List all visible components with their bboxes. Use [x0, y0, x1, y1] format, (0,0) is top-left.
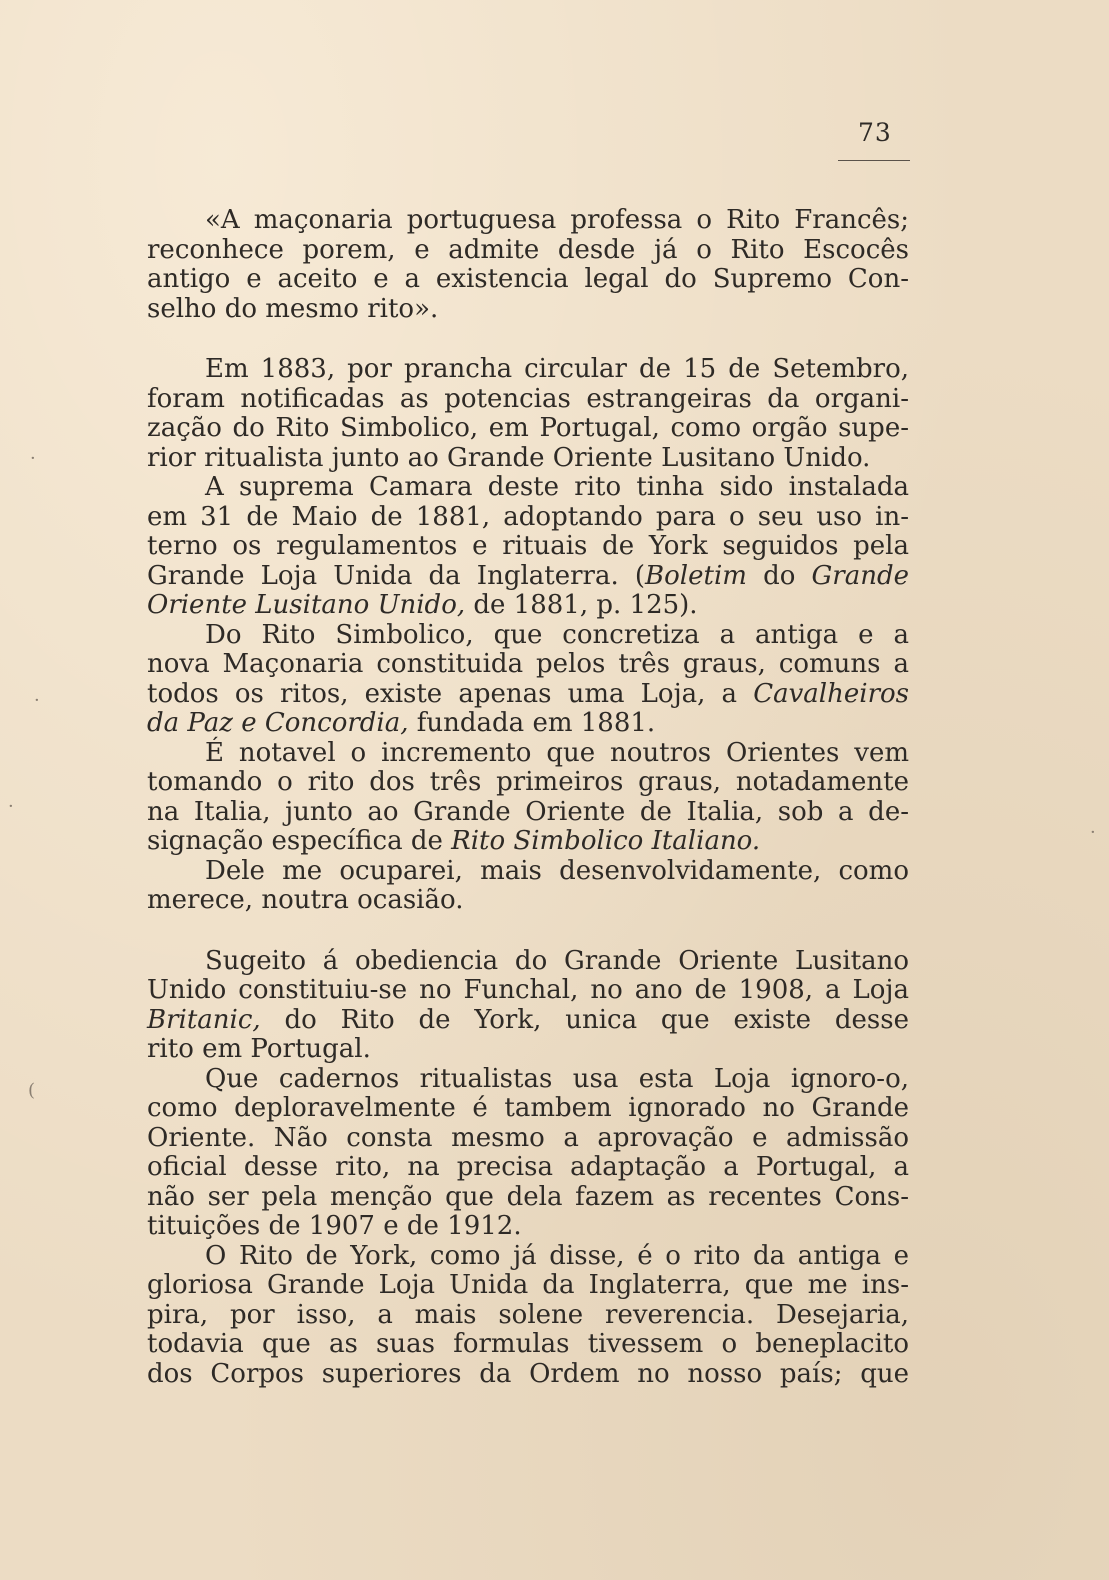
text-line — [147, 1330, 909, 1360]
text-line — [147, 739, 909, 769]
italic-text: Britanic, — [147, 1004, 261, 1035]
text-line — [147, 1124, 909, 1154]
italic-text: Rito Simbolico Italiano. — [451, 826, 761, 856]
text-line — [147, 295, 909, 325]
text-line — [147, 1153, 909, 1183]
paragraph — [147, 857, 909, 916]
text-line — [147, 798, 909, 828]
text-line — [147, 473, 909, 503]
text-line — [147, 1301, 909, 1331]
italic-text: Cavalheiros — [753, 678, 909, 709]
text-segment: Que cadernos ritualistas usa esta Loja ignoro-o, — [205, 1063, 909, 1094]
text-line — [147, 1212, 909, 1242]
text-segment: do Rito de York, unica que existe desse — [260, 1004, 909, 1035]
text-line — [147, 562, 909, 592]
margin-mark: · — [34, 690, 40, 711]
text-segment: do — [746, 560, 812, 591]
text-line — [147, 532, 909, 562]
paragraph — [147, 473, 909, 621]
text-segment: pira, por isso, a mais solene reverencia. Desejaria, — [147, 1299, 909, 1330]
paragraph — [147, 206, 909, 324]
text-line — [147, 591, 909, 621]
text-segment: Oriente. Não consta mesmo a aprovação e admissão — [147, 1122, 909, 1153]
text-line — [147, 709, 909, 739]
text-segment: reconhece porem, e admite desde já o Rito Escocês — [147, 234, 909, 265]
text-line — [147, 1271, 909, 1301]
text-segment: dos Corpos superiores da Ordem no nosso país; que — [147, 1358, 909, 1389]
text-segment: de 1881, p. 125). — [465, 590, 698, 620]
paragraph — [147, 621, 909, 739]
text-segment: tomando o rito dos três primeiros graus, notadamente — [147, 767, 909, 797]
text-line — [147, 503, 909, 533]
margin-mark: ( — [28, 1080, 36, 1101]
italic-text: Grande — [811, 560, 909, 591]
margin-mark: · — [1090, 822, 1096, 843]
text-line — [147, 1006, 909, 1036]
text-line — [147, 1094, 909, 1124]
text-segment: foram notificadas as potencias estrangeiras da organi- — [147, 383, 909, 414]
text-line — [147, 444, 909, 474]
text-line — [147, 1242, 909, 1272]
paragraph — [147, 947, 909, 1065]
text-segment: gloriosa Grande Loja Unida da Inglaterra, que me ins- — [147, 1270, 909, 1300]
text-line — [147, 886, 909, 916]
text-segment: fundada em 1881. — [408, 708, 656, 738]
paragraph — [147, 1242, 909, 1390]
text-line — [147, 680, 909, 710]
text-segment: Dele me ocuparei, mais desenvolvidamente, como — [205, 855, 909, 886]
text-segment: A suprema Camara deste rito tinha sido instalada — [205, 472, 909, 502]
text-segment: nova Maçonaria constituida pelos três graus, comuns a — [147, 649, 909, 679]
text-segment: não ser pela menção que dela fazem as recentes Cons- — [147, 1181, 909, 1212]
text-line — [147, 621, 909, 651]
text-segment: selho do mesmo rito». — [147, 293, 439, 324]
italic-text: da Paz e Concordia, — [147, 708, 409, 738]
text-segment: Sugeito á obediencia do Grande Oriente Lusitano — [205, 945, 909, 976]
text-line — [147, 236, 909, 266]
text-segment: Grande Loja Unida da Inglaterra. ( — [147, 560, 646, 591]
body-text — [147, 206, 909, 1389]
text-line — [147, 414, 909, 444]
paragraph — [147, 1065, 909, 1242]
italic-text: Oriente Lusitano Unido, — [147, 590, 466, 620]
text-line — [147, 976, 909, 1006]
text-segment: na Italia, junto ao Grande Oriente de Italia, sob a de- — [147, 796, 909, 827]
text-line — [147, 355, 909, 385]
text-line — [147, 1035, 909, 1065]
text-segment: Do Rito Simbolico, que concretiza a antiga e a — [205, 619, 909, 650]
text-segment: rito em Portugal. — [147, 1034, 371, 1064]
text-line — [147, 857, 909, 887]
text-segment: rior ritualista junto ao Grande Oriente Lusitano Unido. — [147, 442, 871, 473]
text-line — [147, 827, 909, 857]
page-number-rule — [838, 160, 910, 161]
text-line — [147, 768, 909, 798]
text-line — [147, 1183, 909, 1213]
paragraph-gap — [147, 916, 909, 947]
text-segment: merece, noutra ocasião. — [147, 885, 464, 915]
text-segment: todos os ritos, existe apenas uma Loja, a — [147, 678, 754, 709]
page-number: 73 — [858, 118, 892, 147]
text-segment: signação específica de — [147, 826, 452, 856]
margin-mark: · — [8, 796, 14, 817]
text-segment: terno os regulamentos e rituais de York seguidos pela — [147, 531, 909, 561]
paragraph — [147, 355, 909, 473]
text-segment: Em 1883, por prancha circular de 15 de Setembro, — [205, 354, 909, 384]
text-segment: oficial desse rito, na precisa adaptação a Portugal, a — [147, 1152, 909, 1182]
text-segment: zação do Rito Simbolico, em Portugal, como orgão supe- — [147, 413, 909, 443]
text-line — [147, 1360, 909, 1390]
paragraph — [147, 739, 909, 857]
text-line — [147, 385, 909, 415]
text-segment: todavia que as suas formulas tivessem o beneplacito — [147, 1329, 909, 1359]
text-segment: «A maçonaria portuguesa professa o Rito Francês; — [205, 205, 909, 235]
text-segment: em 31 de Maio de 1881, adoptando para o seu uso in- — [147, 501, 909, 532]
text-segment: antigo e aceito e a existencia legal do Supremo Con- — [147, 264, 909, 294]
italic-text: Boletim — [645, 560, 747, 591]
text-line — [147, 650, 909, 680]
paragraph-gap — [147, 324, 909, 355]
text-line — [147, 1065, 909, 1095]
text-segment: Unido constituiu-se no Funchal, no ano de 1908, a Loja — [147, 975, 909, 1005]
text-segment: como deploravelmente é tambem ignorado no Grande — [147, 1093, 909, 1123]
text-segment: tituições de 1907 e de 1912. — [147, 1211, 522, 1241]
text-line — [147, 206, 909, 236]
text-segment: O Rito de York, como já disse, é o rito da antiga e — [205, 1240, 909, 1271]
text-line — [147, 947, 909, 977]
text-line — [147, 265, 909, 295]
margin-mark: · — [30, 448, 36, 469]
text-segment: É notavel o incremento que noutros Orientes vem — [205, 737, 909, 768]
